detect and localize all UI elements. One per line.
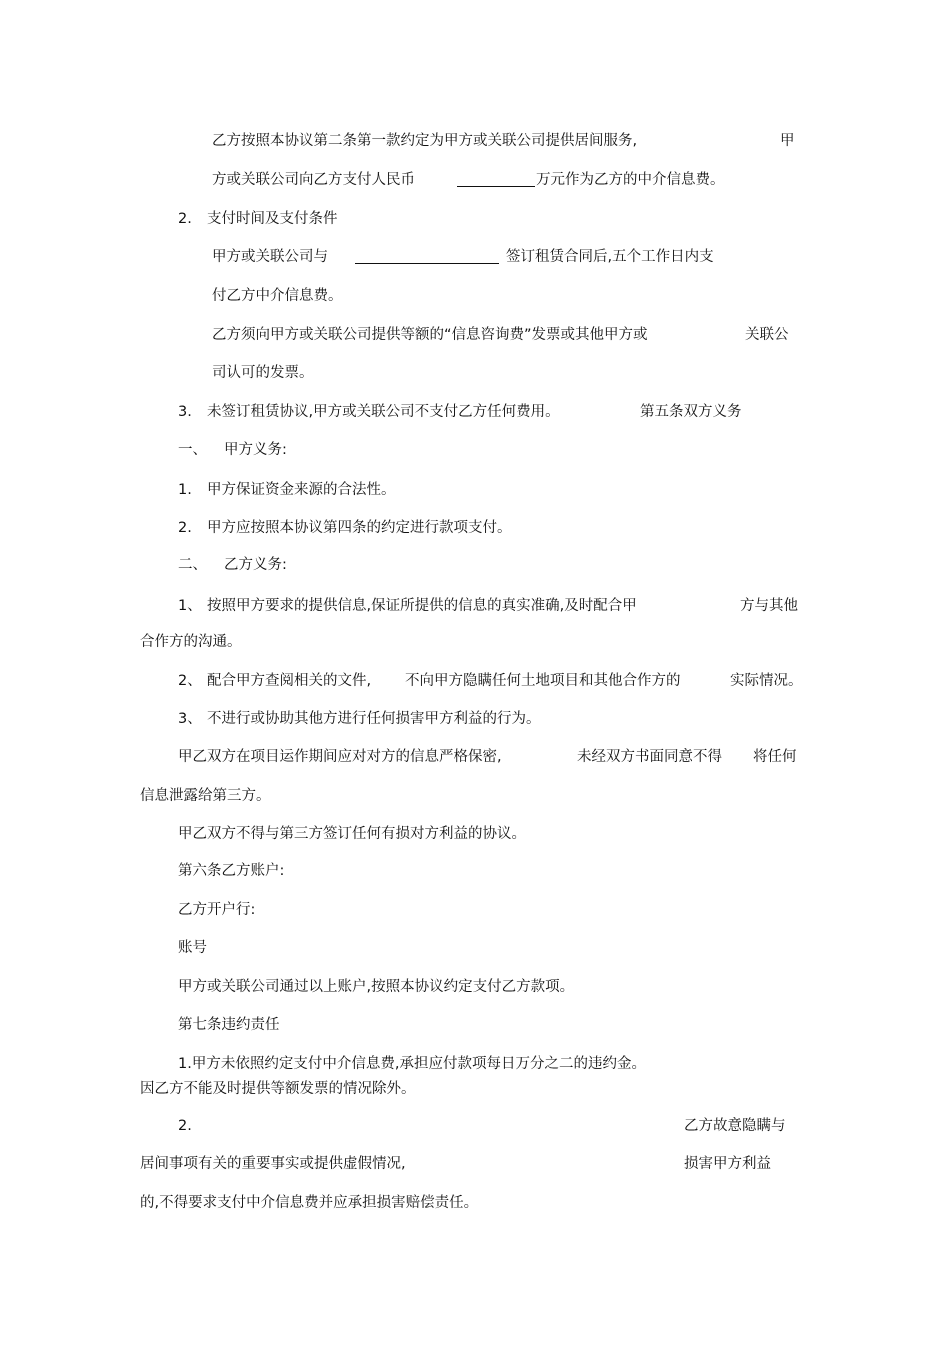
article6-bank: 乙方开户行: [178, 902, 256, 918]
article7-item2-number: 2. [178, 1118, 192, 1134]
article7-item2-b: 居间事项有关的重要事实或提供虚假情况, [140, 1156, 406, 1172]
party-b-item3-number: 3、 [178, 711, 202, 727]
article6-payment: 甲方或关联公司通过以上账户,按照本协议约定支付乙方款项。 [178, 979, 575, 995]
article7-title: 第七条违约责任 [178, 1017, 280, 1033]
fee-line-1a: 乙方按照本协议第二条第一款约定为甲方或关联公司提供居间服务, [212, 133, 638, 149]
article7-item2-a: 乙方故意隐瞒与 [684, 1118, 786, 1134]
party-b-item2-number: 2、 [178, 673, 202, 689]
article6-title: 第六条乙方账户: [178, 863, 285, 879]
fee-line-2a: 方或关联公司向乙方支付人民币 [212, 172, 415, 188]
item2-line-3b: 关联公 [745, 327, 789, 343]
article7-item2-c: 损害甲方利益 [684, 1156, 771, 1172]
item2-line-1a: 甲方或关联公司与 [212, 249, 328, 265]
item2-line-4: 司认可的发票。 [212, 365, 314, 381]
confidentiality-line-1c: 将任何 [753, 749, 797, 765]
article5-title: 第五条双方义务 [640, 404, 742, 420]
party-a-heading-number: 一、 [178, 442, 207, 458]
item2-number: 2. [178, 211, 192, 227]
confidentiality-line-1a: 甲乙双方在项目运作期间应对对方的信息严格保密, [178, 749, 502, 765]
item3-number: 3. [178, 404, 192, 420]
counterparty-blank [355, 249, 499, 264]
party-a-heading: 甲方义务: [224, 442, 287, 458]
item2-line-3a: 乙方须向甲方或关联公司提供等额的“信息咨询费”发票或其他甲方或 [212, 327, 648, 343]
confidentiality-line-2: 信息泄露给第三方。 [140, 788, 271, 804]
party-b-item1-c: 合作方的沟通。 [140, 634, 242, 650]
party-b-item2-b: 不向甲方隐瞒任何土地项目和其他合作方的 [405, 673, 681, 689]
party-b-item1-b: 方与其他 [740, 598, 798, 614]
confidentiality-line-3: 甲乙双方不得与第三方签订任何有损对方利益的协议。 [178, 826, 526, 842]
fee-amount-blank [457, 172, 535, 187]
item3-text: 未签订租赁协议,甲方或关联公司不支付乙方任何费用。 [207, 404, 560, 420]
item2-line-2: 付乙方中介信息费。 [212, 288, 343, 304]
party-b-item1-a: 按照甲方要求的提供信息,保证所提供的信息的真实准确,及时配合甲 [207, 598, 637, 614]
party-b-item2-c: 实际情况。 [730, 673, 803, 689]
party-b-heading-number: 二、 [178, 557, 207, 573]
fee-line-1b: 甲 [780, 133, 795, 149]
party-b-item2-a: 配合甲方查阅相关的文件, [207, 673, 372, 689]
article6-account: 账号 [178, 940, 207, 956]
fee-line-2b: 万元作为乙方的中介信息费。 [536, 172, 725, 188]
item2-line-1b: 签订租赁合同后,五个工作日内支 [506, 249, 714, 265]
item2-title: 支付时间及支付条件 [207, 211, 338, 227]
confidentiality-line-1b: 未经双方书面同意不得 [577, 749, 722, 765]
party-b-item1-number: 1、 [178, 598, 202, 614]
article7-item1: 1.甲方未依照约定支付中介信息费,承担应付款项每日万分之二的违约金。 [178, 1056, 646, 1072]
article7-item1-cont: 因乙方不能及时提供等额发票的情况除外。 [140, 1081, 416, 1097]
party-a-item2-number: 2. [178, 520, 192, 536]
party-b-item3-text: 不进行或协助其他方进行任何损害甲方利益的行为。 [207, 711, 541, 727]
party-b-heading: 乙方义务: [224, 557, 287, 573]
party-a-item1-text: 甲方保证资金来源的合法性。 [207, 482, 396, 498]
party-a-item2-text: 甲方应按照本协议第四条的约定进行款项支付。 [207, 520, 512, 536]
party-a-item1-number: 1. [178, 482, 192, 498]
article7-item2-d: 的,不得要求支付中介信息费并应承担损害赔偿责任。 [140, 1195, 479, 1211]
